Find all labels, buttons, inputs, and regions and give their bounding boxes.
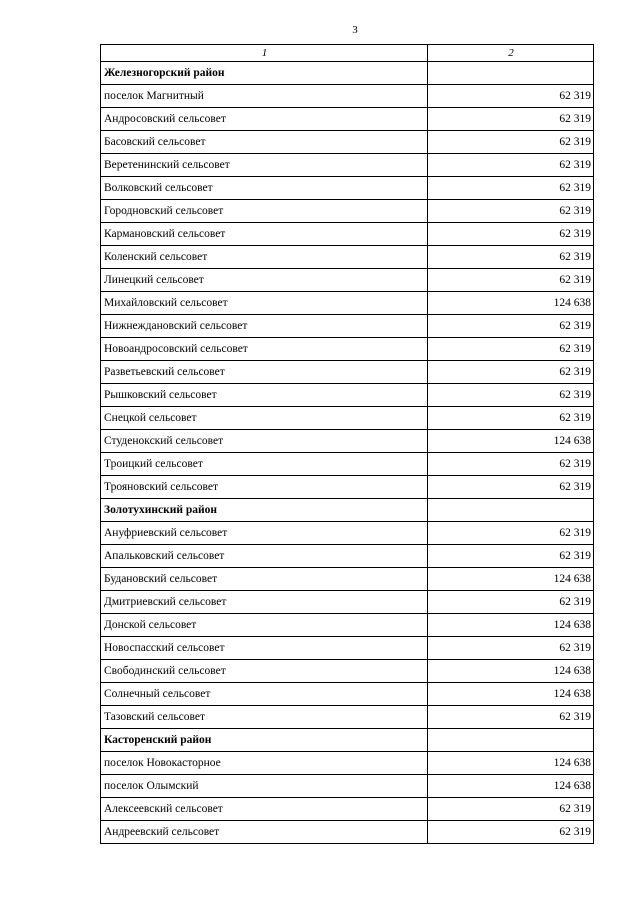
table-row [101, 85, 594, 108]
allocation-value: 62 319 [428, 361, 594, 384]
municipality-name: Михайловский сельсовет [101, 292, 428, 315]
header-row [101, 45, 594, 62]
table-header [101, 45, 594, 62]
table-row [101, 752, 594, 775]
district-name: Золотухинский район [101, 499, 428, 522]
municipality-name: Андреевский сельсовет [101, 821, 428, 844]
municipality-name: Солнечный сельсовет [101, 683, 428, 706]
allocation-value: 62 319 [428, 85, 594, 108]
table-row [101, 476, 594, 499]
allocation-value: 62 319 [428, 177, 594, 200]
allocation-value: 62 319 [428, 407, 594, 430]
district-name: Железногорский район [101, 62, 428, 85]
allocation-value [428, 729, 594, 752]
allocation-value: 62 319 [428, 706, 594, 729]
allocation-value: 62 319 [428, 453, 594, 476]
table-row [101, 384, 594, 407]
municipality-name: Ануфриевский сельсовет [101, 522, 428, 545]
allocation-value: 62 319 [428, 269, 594, 292]
table-body [101, 62, 594, 844]
table-row [101, 637, 594, 660]
allocation-table [100, 44, 594, 844]
table-row [101, 246, 594, 269]
municipality-name: Будановский сельсовет [101, 568, 428, 591]
municipality-name: поселок Олымский [101, 775, 428, 798]
municipality-name: Рышковский сельсовет [101, 384, 428, 407]
allocation-value [428, 499, 594, 522]
table-row [101, 706, 594, 729]
municipality-name: Разветьевский сельсовет [101, 361, 428, 384]
municipality-name: Студенокский сельсовет [101, 430, 428, 453]
allocation-value: 62 319 [428, 476, 594, 499]
table-row [101, 430, 594, 453]
municipality-name: Новоандросовский сельсовет [101, 338, 428, 361]
column-header-2: 2 [428, 45, 594, 62]
allocation-value: 124 638 [428, 568, 594, 591]
municipality-name: Апальковский сельсовет [101, 545, 428, 568]
municipality-name: Донской сельсовет [101, 614, 428, 637]
municipality-name: Алексеевский сельсовет [101, 798, 428, 821]
district-row [101, 499, 594, 522]
allocation-value [428, 62, 594, 85]
table-row [101, 407, 594, 430]
table-row [101, 131, 594, 154]
allocation-value: 62 319 [428, 637, 594, 660]
table-row [101, 200, 594, 223]
table-row [101, 453, 594, 476]
table-row [101, 568, 594, 591]
district-name: Касторенский район [101, 729, 428, 752]
municipality-name: Снецкой сельсовет [101, 407, 428, 430]
allocation-value: 62 319 [428, 131, 594, 154]
allocation-value: 124 638 [428, 430, 594, 453]
allocation-value: 62 319 [428, 338, 594, 361]
allocation-value: 62 319 [428, 108, 594, 131]
allocation-value: 124 638 [428, 614, 594, 637]
allocation-value: 124 638 [428, 660, 594, 683]
municipality-name: Кармановский сельсовет [101, 223, 428, 246]
table-row [101, 338, 594, 361]
table-row [101, 108, 594, 131]
table-row [101, 591, 594, 614]
allocation-value: 62 319 [428, 798, 594, 821]
table-row [101, 614, 594, 637]
table-row [101, 177, 594, 200]
district-row [101, 62, 594, 85]
municipality-name: Андросовский сельсовет [101, 108, 428, 131]
allocation-value: 62 319 [428, 821, 594, 844]
allocation-value: 124 638 [428, 683, 594, 706]
municipality-name: Басовский сельсовет [101, 131, 428, 154]
municipality-name: Троицкий сельсовет [101, 453, 428, 476]
allocation-value: 62 319 [428, 154, 594, 177]
table-row [101, 545, 594, 568]
allocation-value: 62 319 [428, 246, 594, 269]
municipality-name: Городновский сельсовет [101, 200, 428, 223]
table-row [101, 361, 594, 384]
allocation-value: 62 319 [428, 591, 594, 614]
allocation-value: 62 319 [428, 545, 594, 568]
table-row [101, 223, 594, 246]
table-row [101, 269, 594, 292]
table-row [101, 683, 594, 706]
municipality-name: Веретенинский сельсовет [101, 154, 428, 177]
district-row [101, 729, 594, 752]
municipality-name: Новоспасский сельсовет [101, 637, 428, 660]
municipality-name: Линецкий сельсовет [101, 269, 428, 292]
allocation-value: 124 638 [428, 292, 594, 315]
table-row [101, 798, 594, 821]
municipality-name: Дмитриевский сельсовет [101, 591, 428, 614]
table-row [101, 522, 594, 545]
municipality-name: Волковский сельсовет [101, 177, 428, 200]
municipality-name: поселок Магнитный [101, 85, 428, 108]
municipality-name: поселок Новокасторное [101, 752, 428, 775]
allocation-value: 62 319 [428, 200, 594, 223]
table-row [101, 292, 594, 315]
municipality-name: Трояновский сельсовет [101, 476, 428, 499]
municipality-name: Коленский сельсовет [101, 246, 428, 269]
allocation-value: 62 319 [428, 522, 594, 545]
municipality-name: Тазовский сельсовет [101, 706, 428, 729]
table-row [101, 660, 594, 683]
table-row [101, 821, 594, 844]
allocation-value: 62 319 [428, 384, 594, 407]
column-header-1: 1 [101, 45, 428, 62]
table-row [101, 315, 594, 338]
table-row [101, 154, 594, 177]
allocation-value: 62 319 [428, 315, 594, 338]
municipality-name: Нижнеждановский сельсовет [101, 315, 428, 338]
allocation-value: 62 319 [428, 223, 594, 246]
allocation-value: 124 638 [428, 775, 594, 798]
page-number: 3 [352, 24, 358, 36]
table-row [101, 775, 594, 798]
municipality-name: Свободинский сельсовет [101, 660, 428, 683]
allocation-value: 124 638 [428, 752, 594, 775]
